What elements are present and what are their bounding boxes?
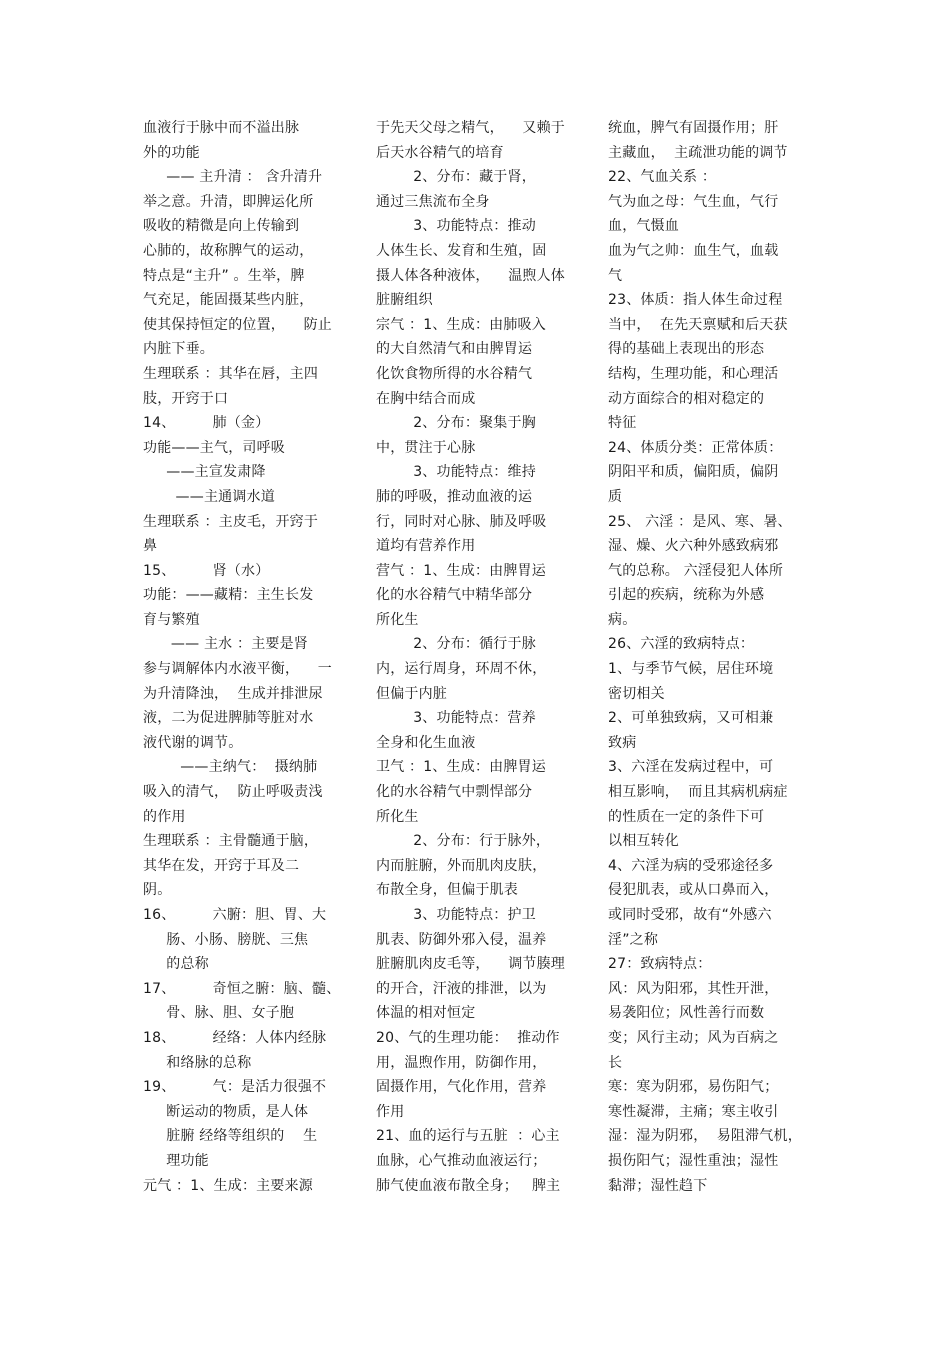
text-line: 固摄作用，气化作用，营养 bbox=[376, 1079, 547, 1096]
text-line: 用，温煦作用，防御作用， bbox=[376, 1054, 547, 1071]
text-line: 当中， 在先天禀赋和后天获 bbox=[608, 316, 788, 333]
text-line: 内脏下垂。 bbox=[143, 341, 214, 358]
text-line: 肺的呼吸，推动血液的运 bbox=[376, 488, 533, 505]
text-line: ——主通调水道 bbox=[143, 488, 275, 505]
text-line: 肺气使血液布散全身； 脾主 bbox=[376, 1177, 561, 1194]
text-line: 全身和化生血液 bbox=[376, 734, 476, 751]
text-line: 15、 肾（水） bbox=[143, 562, 270, 579]
text-line: 18、 经络：人体内经脉 bbox=[143, 1029, 327, 1046]
text-line: 为升清降浊， 生成并排泄尿 bbox=[143, 685, 323, 702]
text-line: 摄人体各种液体， 温煦人体 bbox=[376, 267, 565, 284]
text-line: 24、体质分类：正常体质： bbox=[608, 439, 783, 456]
text-line: 相互影响， 而且其病机病症 bbox=[608, 784, 788, 801]
text-line: 23、体质：指人体生命过程 bbox=[608, 292, 783, 309]
text-line: 黏滞；湿性趋下 bbox=[608, 1177, 708, 1194]
text-line: 22、气血关系 ： bbox=[608, 169, 717, 186]
text-line: 液，二为促进脾肺等脏对水 bbox=[143, 710, 314, 727]
text-line: 肌表、防御外邪入侵，温养 bbox=[376, 931, 547, 948]
text-line: 阴。 bbox=[143, 882, 172, 899]
text-line: 4、六淫为病的受邪途径多 bbox=[608, 857, 774, 874]
text-line: 断运动的物质，是人体 bbox=[143, 1103, 309, 1120]
text-line: 主藏血， 主疏泄功能的调节 bbox=[608, 144, 788, 161]
text-line: 参与调解体内水液平衡， 一 bbox=[143, 661, 332, 678]
text-line: 理功能 bbox=[143, 1152, 209, 1169]
text-line: 的大自然清气和由脾胃运 bbox=[376, 341, 533, 358]
text-line: 14、 肺（金） bbox=[143, 415, 270, 432]
text-line: 营气 ：1、生成：由脾胃运 bbox=[376, 562, 546, 579]
text-line: 肠、小肠、膀胱、三焦 bbox=[143, 931, 309, 948]
text-line: 元气 ：1、生成：主要来源 bbox=[143, 1177, 313, 1194]
text-line: 生理联系 ：主皮毛，开窍于 bbox=[143, 513, 319, 530]
text-line: 3、功能特点：维持 bbox=[376, 464, 536, 481]
text-line: ——主纳气： 摄纳肺 bbox=[143, 759, 318, 776]
text-line: 的总称 bbox=[143, 956, 209, 973]
text-line: 吸收的精微是向上传输到 bbox=[143, 218, 300, 235]
text-line: 所化生 bbox=[376, 611, 419, 628]
text-line: 26、六淫的致病特点： bbox=[608, 636, 755, 653]
text-line: 结构，生理功能，和心理活 bbox=[608, 365, 779, 382]
text-line: 病。 bbox=[608, 611, 637, 628]
text-line: 寒：寒为阴邪，易伤阳气； bbox=[608, 1079, 779, 1096]
text-line: —— 主水 ：主要是肾 bbox=[143, 636, 309, 653]
text-line: 3、功能特点：推动 bbox=[376, 218, 536, 235]
text-line: 阴阳平和质，偏阳质，偏阴 bbox=[608, 464, 779, 481]
text-line: 人体生长、发育和生殖，固 bbox=[376, 242, 547, 259]
text-line: 变；风行主动；风为百病之 bbox=[608, 1029, 779, 1046]
text-line: 得的基础上表现出的形态 bbox=[608, 341, 765, 358]
text-line: 化的水谷精气中精华部分 bbox=[376, 587, 533, 604]
text-line: 道均有营养作用 bbox=[376, 538, 476, 555]
text-line: 2、分布：藏于肾， bbox=[376, 169, 536, 186]
text-line: 鼻 bbox=[143, 538, 158, 555]
text-line: 心肺的，故称脾气的运动， bbox=[143, 242, 314, 259]
text-line: 脏腑组织 bbox=[376, 292, 433, 309]
text-line: 2、分布：聚集于胸 bbox=[376, 415, 536, 432]
text-line: 2、可单独致病，又可相兼 bbox=[608, 710, 774, 727]
text-line: 育与繁殖 bbox=[143, 611, 200, 628]
text-line: 湿：湿为阴邪， 易阻滞气机， bbox=[608, 1128, 802, 1145]
text-line: 外的功能 bbox=[143, 144, 200, 161]
text-line: 化饮食物所得的水谷精气 bbox=[376, 365, 533, 382]
text-line: —— 主升清 ： 含升清升 bbox=[143, 169, 323, 186]
text-line: 血，气慑血 bbox=[608, 218, 679, 235]
text-line: 肢，开窍于口 bbox=[143, 390, 229, 407]
text-line: 以相互转化 bbox=[608, 833, 679, 850]
text-line: 宗气 ：1、生成：由肺吸入 bbox=[376, 316, 546, 333]
text-line: 脏腑肌肉皮毛等， 调节腠理 bbox=[376, 956, 565, 973]
text-line: 行，同时对心脉、肺及呼吸 bbox=[376, 513, 547, 530]
text-line: 气的总称。 六淫侵犯人体所 bbox=[608, 562, 784, 579]
text-line: 使其保持恒定的位置， 防止 bbox=[143, 316, 332, 333]
text-line: 淫”之称 bbox=[608, 931, 659, 948]
text-line: 作用 bbox=[376, 1103, 405, 1120]
text-column-left bbox=[143, 116, 343, 1198]
text-line: 特征 bbox=[608, 415, 637, 432]
text-line: 19、 气：是活力很强不 bbox=[143, 1079, 327, 1096]
text-line: 布散全身，但偏于肌表 bbox=[376, 882, 518, 899]
text-line: 生理联系 ：其华在唇，主四 bbox=[143, 365, 319, 382]
text-line: 20、气的生理功能： 推动作 bbox=[376, 1029, 560, 1046]
text-line: 血脉，心气推动血液运行； bbox=[376, 1152, 547, 1169]
text-line: 致病 bbox=[608, 734, 637, 751]
text-line: 脏腑 经络等组织的 生 bbox=[143, 1128, 318, 1145]
text-line: 液代谢的调节。 bbox=[143, 734, 243, 751]
text-line: 中，贯注于心脉 bbox=[376, 439, 476, 456]
text-line: 体温的相对恒定 bbox=[376, 1005, 476, 1022]
text-line: 的性质在一定的条件下可 bbox=[608, 808, 765, 825]
text-line: 举之意。升清，即脾运化所 bbox=[143, 193, 314, 210]
text-line: 3、功能特点：护卫 bbox=[376, 907, 536, 923]
text-line: 引起的疾病，统称为外感 bbox=[608, 587, 765, 604]
text-line: 密切相关 bbox=[608, 685, 665, 702]
text-line: 血为气之帅：血生气，血载 bbox=[608, 242, 779, 259]
text-line: 侵犯肌表，或从口鼻而入， bbox=[608, 882, 779, 899]
text-line: 长 bbox=[608, 1054, 623, 1071]
text-line: 内，运行周身，环周不休， bbox=[376, 661, 547, 678]
text-column-middle bbox=[376, 116, 576, 1198]
text-line: 2、分布：循行于脉 bbox=[376, 636, 536, 653]
text-line: ——主宣发肃降 bbox=[143, 464, 266, 481]
text-column-right bbox=[608, 116, 808, 1198]
text-line: 功能：——藏精：主生长发 bbox=[143, 587, 314, 604]
text-line: 但偏于内脏 bbox=[376, 685, 447, 702]
text-line: 1、与季节气候，居住环境 bbox=[608, 661, 774, 678]
text-line: 风：风为阳邪，其性开泄， bbox=[608, 980, 779, 997]
text-line: 易袭阳位；风性善行而数 bbox=[608, 1005, 765, 1022]
text-line: 骨、脉、胆、女子胞 bbox=[143, 1005, 295, 1022]
text-line: 寒性凝滞，主痛；寒主收引 bbox=[608, 1103, 779, 1120]
text-line: 湿、燥、火六种外感致病邪 bbox=[608, 538, 779, 555]
text-line: 17、 奇恒之腑：脑、髓、 bbox=[143, 980, 341, 997]
text-line: 的作用 bbox=[143, 808, 186, 825]
text-line: 统血，脾气有固摄作用；肝 bbox=[608, 120, 779, 136]
text-line: 27：致病特点： bbox=[608, 956, 712, 973]
text-line: 血液行于脉中而不溢出脉 bbox=[143, 120, 300, 136]
text-line: 2、分布：行于脉外， bbox=[376, 833, 551, 850]
text-line: 后天水谷精气的培育 bbox=[376, 144, 504, 161]
text-line: 卫气 ：1、生成：由脾胃运 bbox=[376, 759, 546, 776]
text-line: 其华在发，开窍于耳及二 bbox=[143, 857, 300, 874]
text-line: 3、六淫在发病过程中，可 bbox=[608, 759, 774, 776]
text-line: 于先天父母之精气， 又赖于 bbox=[376, 120, 565, 136]
text-line: 21、血的运行与五脏 ：心主 bbox=[376, 1128, 560, 1145]
text-line: 16、 六腑：胆、胃、大 bbox=[143, 907, 327, 923]
text-line: 和络脉的总称 bbox=[143, 1054, 252, 1071]
text-line: 3、功能特点：营养 bbox=[376, 710, 536, 727]
text-line: 功能——主气，司呼吸 bbox=[143, 439, 285, 456]
text-line: 动方面综合的相对稳定的 bbox=[608, 390, 765, 407]
text-line: 25、 六淫 ：是风、寒、暑、 bbox=[608, 513, 792, 530]
text-line: 化的水谷精气中剽悍部分 bbox=[376, 784, 533, 801]
text-line: 生理联系 ：主骨髓通于脑， bbox=[143, 833, 319, 850]
text-line: 气充足，能固摄某些内脏， bbox=[143, 292, 314, 309]
text-line: 在胸中结合而成 bbox=[376, 390, 476, 407]
text-line: 质 bbox=[608, 488, 623, 505]
text-line: 吸入的清气， 防止呼吸责浅 bbox=[143, 784, 323, 801]
text-line: 特点是“主升” 。生举，脾 bbox=[143, 267, 305, 284]
text-line: 通过三焦流布全身 bbox=[376, 193, 490, 210]
text-line: 损伤阳气；湿性重浊；湿性 bbox=[608, 1152, 779, 1169]
text-line: 或同时受邪，故有“外感六 bbox=[608, 907, 772, 923]
text-line: 所化生 bbox=[376, 808, 419, 825]
text-line: 气 bbox=[608, 267, 623, 284]
text-line: 内而脏腑，外而肌肉皮肤， bbox=[376, 857, 547, 874]
text-line: 的开合，汗液的排泄，以为 bbox=[376, 980, 547, 997]
text-line: 气为血之母：气生血，气行 bbox=[608, 193, 779, 210]
